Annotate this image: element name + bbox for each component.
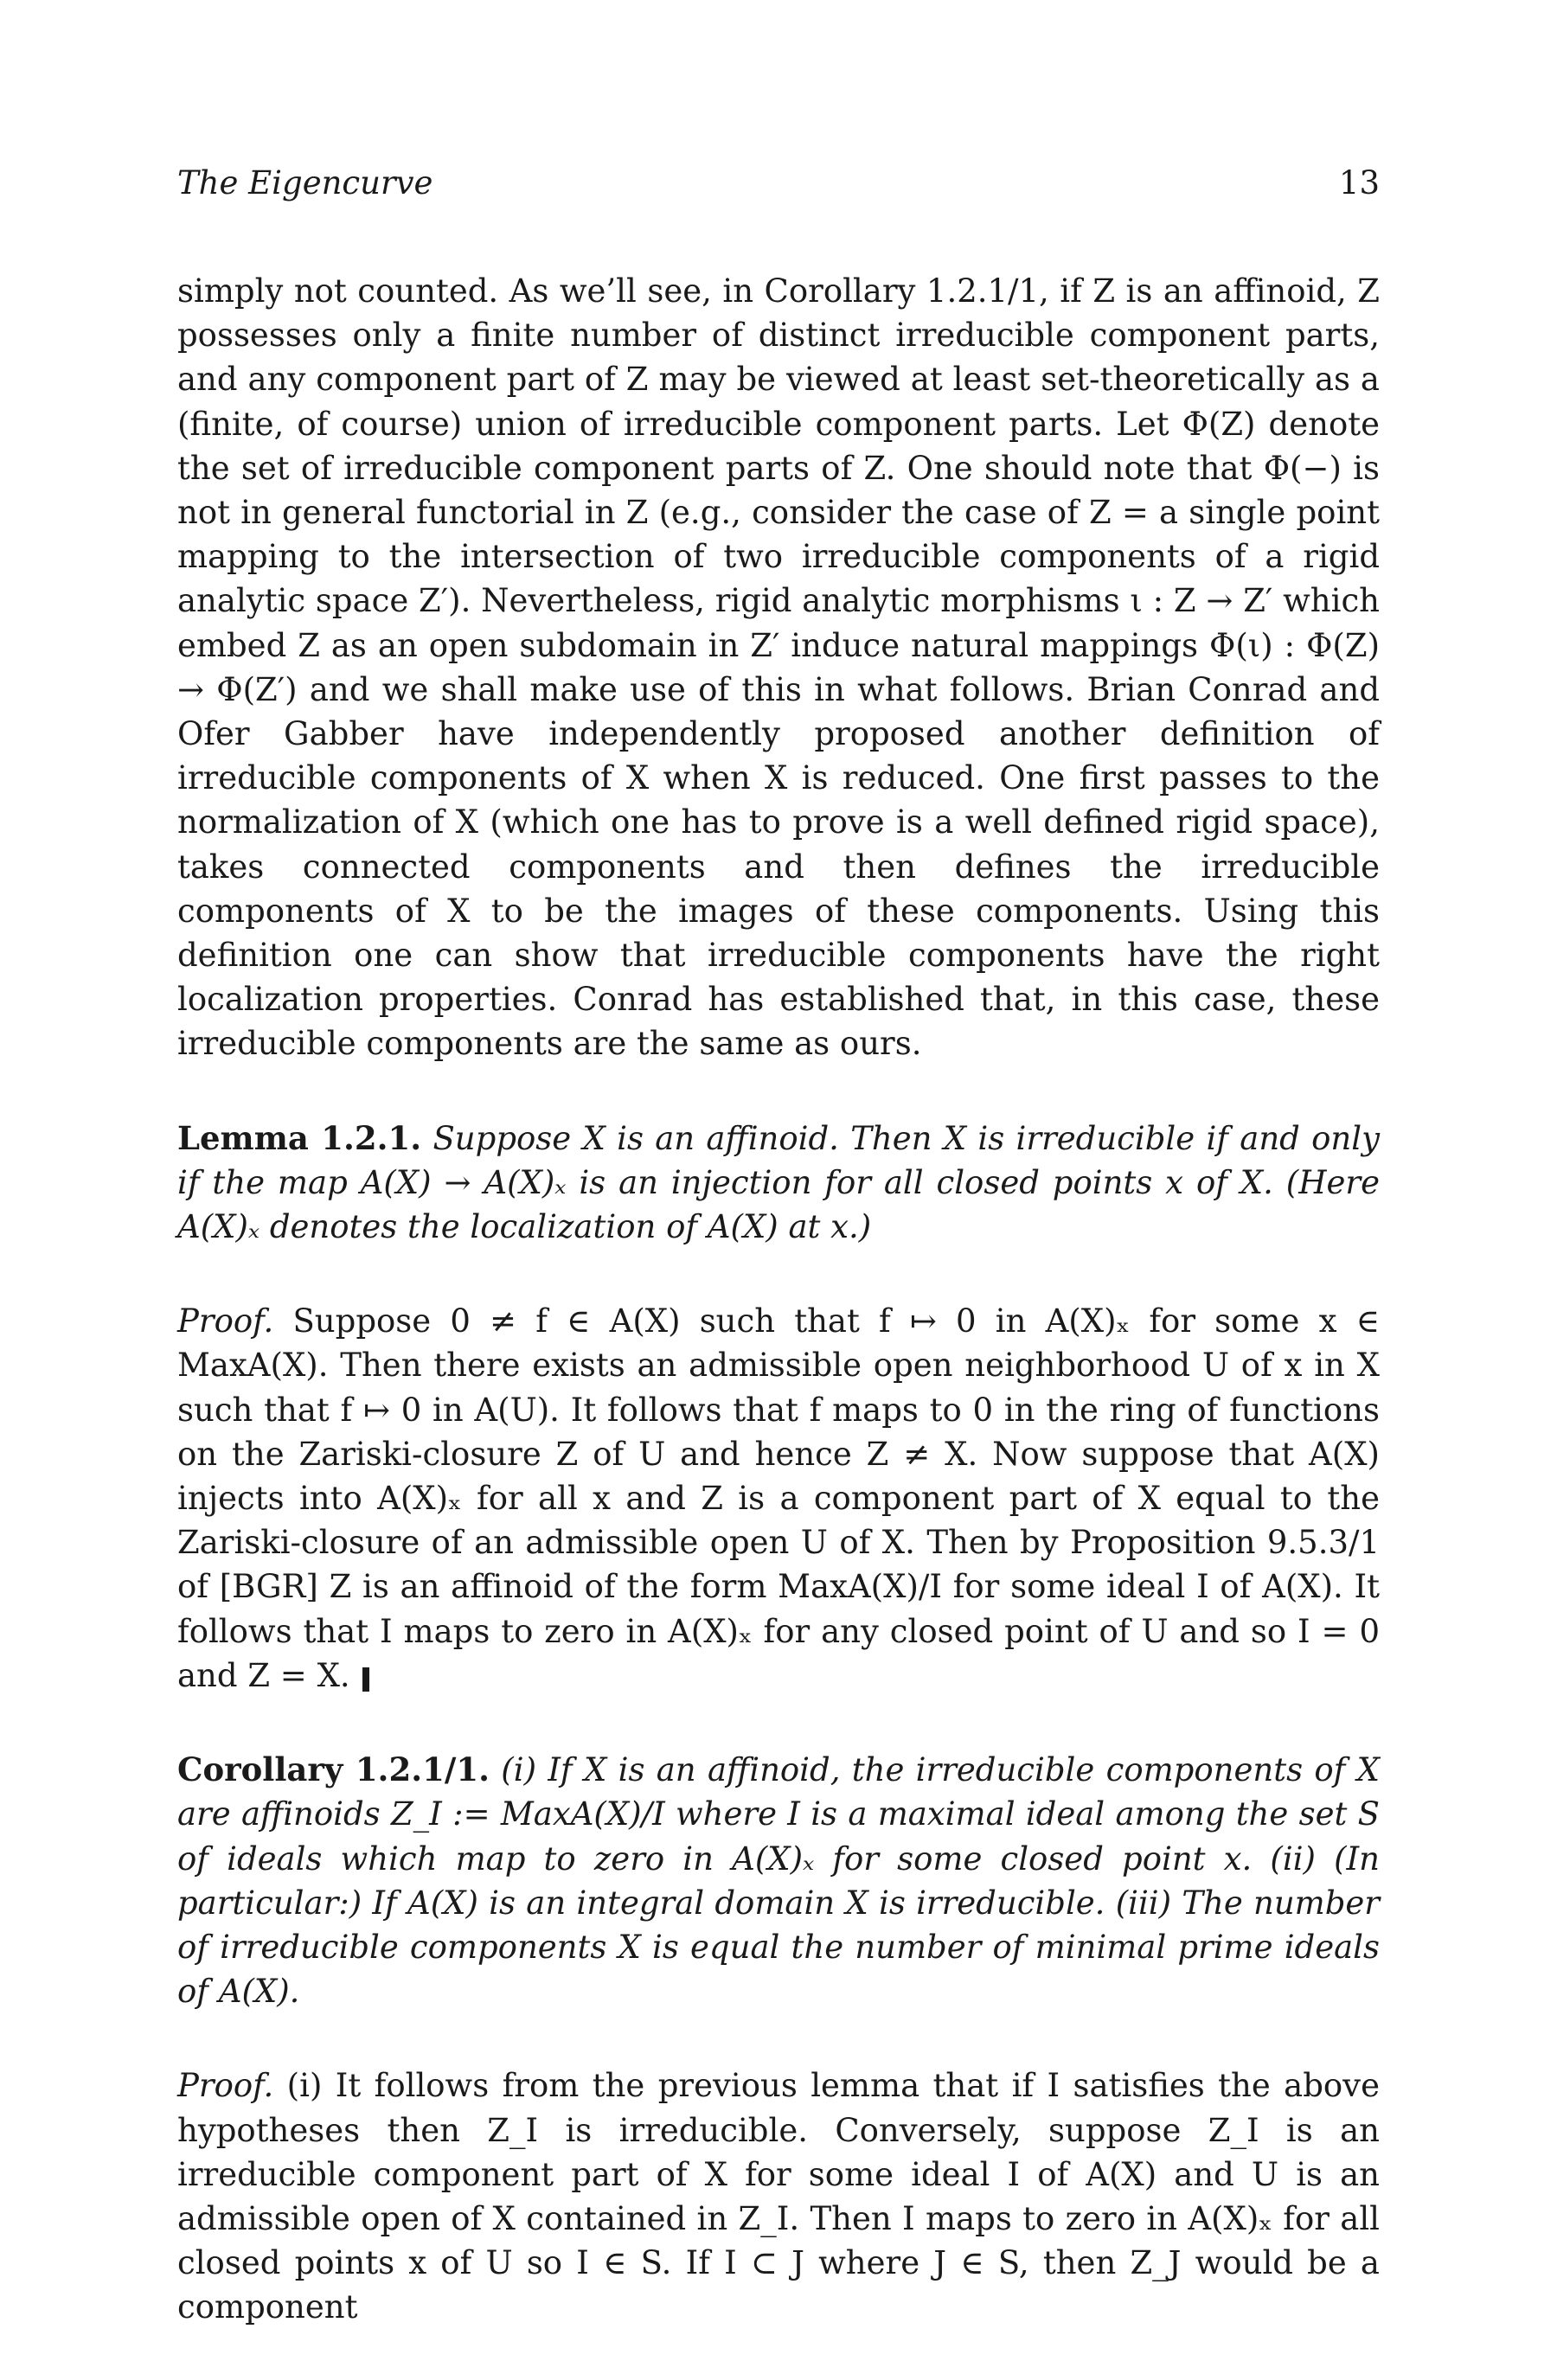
lemma-text: Suppose X is an affinoid. Then X is irreducible if and only if the map A(X) → A(X)ₓ is an injection for all closed points x of X. (Here A(X)ₓ denotes the localization of A(X) at x.) <box>177 1119 1380 1246</box>
paragraph-intro: simply not counted. As we’ll see, in Corollary 1.2.1/1, if Z is an affinoid, Z possesses only a finite number of distinct irreducible component parts, and any component part of Z may be viewed at least set-theoretically as a (finite, of course) union of irreducible component parts. Let Φ(Z) denote the set of irreducible component parts of Z. One should note that Φ(−) is not in general functorial in Z (e.g., consider the case of Z = a single point mapping to the intersection of two irreducible components of a rigid analytic space Z′). Nevertheless, rigid analytic morphisms ι : Z → Z′ which embed Z as an open subdomain in Z′ induce natural mappings Φ(ι) : Φ(Z) → Φ(Z′) and we shall make use of this in what follows. Brian Conrad and Ofer Gabber have independently proposed another definition of irreducible components of X when X is reduced. One first passes to the normalization of X (which one has to prove is a well defined rigid space), takes connected components and then defines the irreducible components of X to be the images of these components. Using this definition one can show that irreducible components have the right localization properties. Conrad has established that, in this case, these irreducible components are the same as ours. <box>177 272 1380 1063</box>
lemma-block <box>177 1116 1380 1250</box>
lemma-label: Lemma 1.2.1. <box>177 1118 422 1157</box>
page <box>177 164 1380 2380</box>
running-title: The Eigencurve <box>177 164 433 202</box>
corollary-label: Corollary 1.2.1/1. <box>177 1750 490 1789</box>
corollary-text: (i) If X is an affinoid, the irreducible components of X are affinoids Z_I := MaxA(X)/I where I is a maximal ideal among the set S of ideals which map to zero in A(X)ₓ for some closed point x. (ii) (In particular:) If A(X) is an integral domain X is irreducible. (iii) The number of irreducible components X is equal the number of minimal prime ideals of A(X). <box>177 1751 1381 2011</box>
proof-block-1 <box>177 1299 1380 1698</box>
page-number: 13 <box>1338 164 1380 202</box>
proof-label-2: Proof. <box>177 2067 274 2105</box>
running-head <box>177 164 1380 202</box>
proof-text-2: (i) It follows from the previous lemma that if I satisfies the above hypotheses then Z_I is irreducible. Conversely, suppose Z_I is an irreducible component part of X for some ideal I of A(X) and U is an admissible open of X contained in Z_I. Then I maps to zero in A(X)ₓ for all closed points x of U so I ∈ S. If I ⊂ J where J ∈ S, then Z_J would be a component <box>177 2067 1380 2326</box>
proof-block-2 <box>177 2063 1380 2329</box>
proof-label-1: Proof. <box>177 1302 274 1340</box>
qed-mark <box>362 1667 369 1692</box>
proof-text-1: Suppose 0 ≠ f ∈ A(X) such that f ↦ 0 in A(X)ₓ for some x ∈ MaxA(X). Then there exists an admissible open neighborhood U of x in X such that f ↦ 0 in A(U). It follows that f maps to 0 in the ring of functions on the Zariski-closure Z of U and hence Z ≠ X. Now suppose that A(X) injects into A(X)ₓ for all x and Z is a component part of X equal to the Zariski-closure of an admissible open U of X. Then by Proposition 9.5.3/1 of [BGR] Z is an affinoid of the form MaxA(X)/I for some ideal I of A(X). It follows that I maps to zero in A(X)ₓ for any closed point of U and so I = 0 and Z = X. <box>177 1302 1381 1694</box>
corollary-block <box>177 1748 1380 2013</box>
